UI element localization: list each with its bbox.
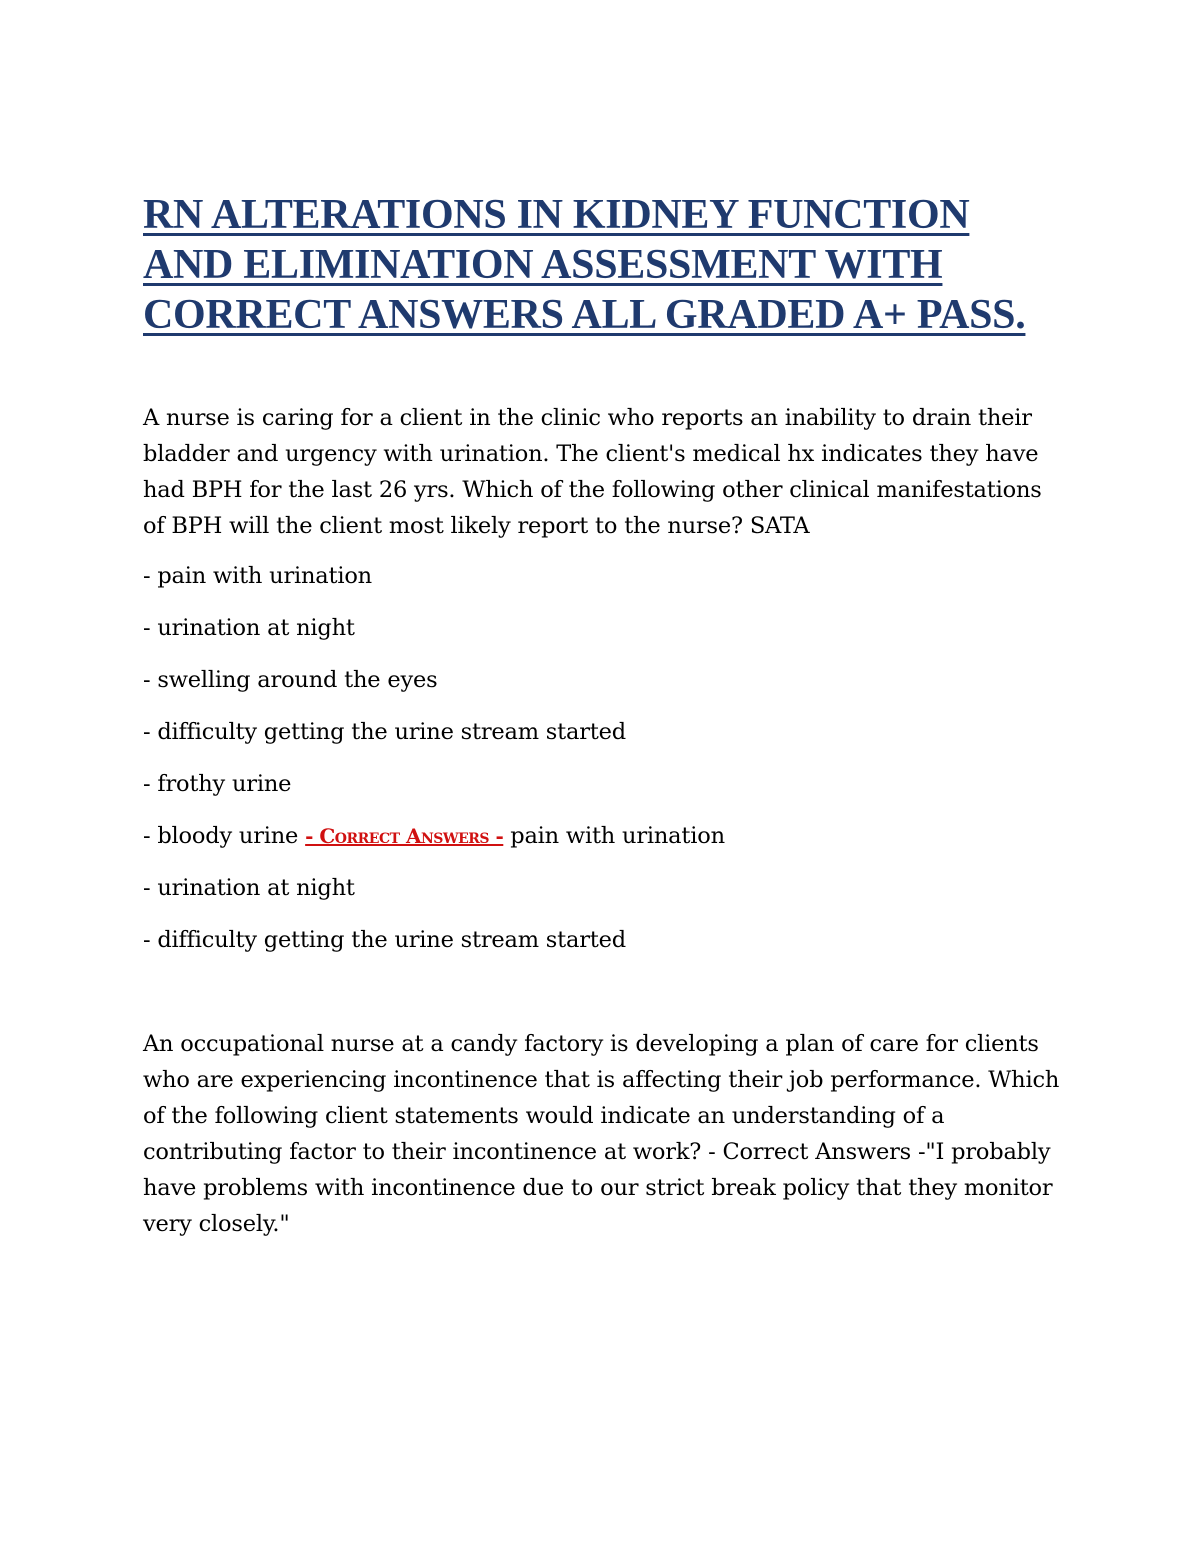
document-page: [143, 190, 1063, 1242]
option-line: - urination at night: [143, 615, 355, 641]
question-2-text: An occupational nurse at a candy factory is developing a plan of care for clients who are experiencing incontinence that is affecting their job performance. Which of the following client statements would indicate an understanding of a contributing factor to their incontinence at work? - Correct Answers -"I probably have problems with incontinence due to our strict break policy that they monitor very closely.": [143, 1031, 1060, 1237]
option-line: - pain with urination: [143, 563, 372, 589]
document-title: RN ALTERATIONS IN KIDNEY FUNCTION AND ELIMINATION ASSESSMENT WITH CORRECT ANSWERS ALL GRADED A+ PASS.: [143, 192, 1026, 338]
answer-line: - difficulty getting the urine stream started: [143, 927, 626, 953]
option-line-with-answer: [143, 818, 1063, 854]
question-1: [143, 400, 1063, 958]
option-line: - difficulty getting the urine stream started: [143, 719, 626, 745]
correct-answers-tag: - Correct Answers -: [305, 824, 504, 848]
answer-line: - urination at night: [143, 875, 355, 901]
answer-text: pain with urination: [503, 823, 725, 849]
option-text: - bloody urine: [143, 823, 306, 849]
question-1-text: A nurse is caring for a client in the clinic who reports an inability to drain their bladder and urgency with urination. The client's medical hx indicates they have had BPH for the last 26 yrs. Which of the following other clinical manifestations of BPH will the client most likely report to the nurse? SATA: [143, 405, 1042, 539]
option-line: - frothy urine: [143, 771, 292, 797]
question-2: [143, 1026, 1063, 1242]
option-line: - swelling around the eyes: [143, 667, 438, 693]
